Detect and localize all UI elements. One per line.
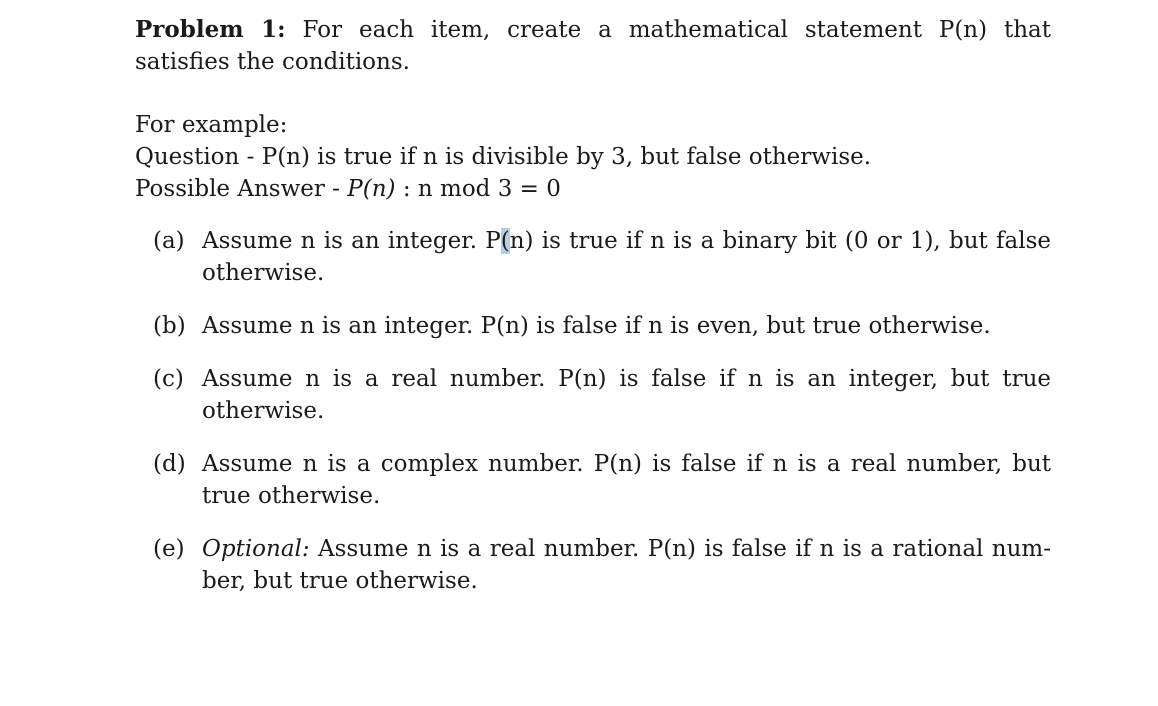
- example-answer-math-p: P: [347, 176, 363, 202]
- list-item-d: [135, 448, 1051, 512]
- list-item-e: [135, 533, 1051, 597]
- item-text-before: Assume n is an integer. P: [202, 228, 501, 254]
- optional-label: Optional:: [202, 536, 310, 562]
- item-text: Assume n is a real number. P(n) is false if n is an integer, but true otherwise.: [202, 366, 1051, 424]
- problem-intro: For each item, create a mathematical statement P(n) that satisfies the conditions.: [135, 17, 1051, 75]
- example-answer-math-paren: (n): [362, 176, 396, 202]
- example-answer-prefix: Possible Answer -: [135, 176, 348, 202]
- item-text: Assume n is an integer. P(n) is false if n is even, but true otherwise.: [202, 313, 991, 339]
- item-label: (a): [153, 228, 185, 254]
- list-item-c: [135, 363, 1051, 427]
- example-answer-math-rest: : n mod 3 = 0: [395, 176, 561, 202]
- document-page: [135, 14, 1051, 618]
- item-list: [135, 225, 1051, 597]
- text-selection-highlight: (: [500, 228, 510, 254]
- example-lead: For example:: [135, 112, 288, 138]
- item-label: (b): [153, 313, 186, 339]
- problem-heading: Problem 1:: [135, 16, 286, 43]
- item-label: (e): [153, 536, 185, 562]
- list-item-a: [135, 225, 1051, 289]
- example-answer: [135, 173, 1051, 205]
- paragraph-gap: [135, 78, 1051, 109]
- item-text: Assume n is a complex number. P(n) is false if n is a real number, but true otherwise.: [202, 451, 1051, 509]
- item-label: (d): [153, 451, 186, 477]
- item-label: (c): [153, 366, 184, 392]
- problem-statement: [135, 14, 1051, 78]
- example-block: [135, 109, 1051, 205]
- example-question: Question - P(n) is true if n is divisible by 3, but false otherwise.: [135, 144, 872, 170]
- list-item-b: [135, 310, 1051, 342]
- item-text: Assume n is a real number. P(n) is false if n is a rational num- ber, but true otherwise.: [202, 536, 1051, 594]
- item-text-after: n) is true if n is a binary bit (0 or 1), but false otherwise.: [202, 228, 1051, 286]
